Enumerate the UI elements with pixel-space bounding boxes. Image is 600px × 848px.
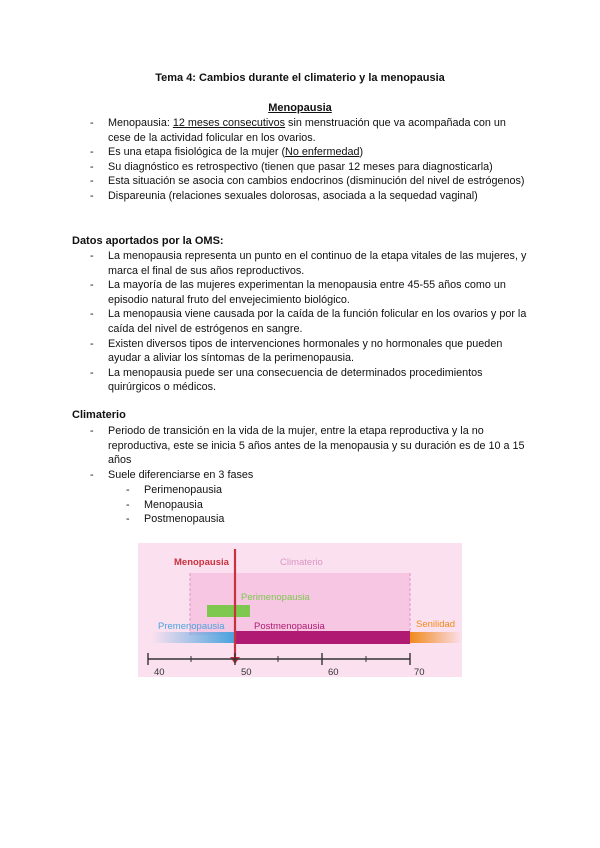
- list-item: - Es una etapa fisiológica de la mujer (No enfermedad): [90, 145, 530, 160]
- premenopausia-bar: [152, 632, 234, 643]
- list-item: - La mayoría de las mujeres experimentan la menopausia entre 45-55 años como un episodio natural fruto del envejecimiento biológico.: [90, 278, 530, 307]
- section-heading-climaterio: Climaterio: [72, 409, 126, 421]
- list-item: - Suele diferenciarse en 3 fases: [90, 468, 530, 483]
- senilidad-label: Senilidad: [416, 619, 456, 630]
- tick-label-50: 50: [241, 667, 252, 677]
- perimenopausia-bar: [207, 605, 250, 617]
- menopausia-label: Menopausia: [174, 557, 229, 568]
- postmenopausia-label: Postmenopausia: [254, 621, 325, 632]
- list-item: - La menopausia representa un punto en el continuo de la etapa vitales de las mujeres, y marca el final de sus años reproductivos.: [90, 249, 530, 278]
- list-item: - Menopausia: [126, 498, 224, 513]
- list-item: - Esta situación se asocia con cambios endocrinos (disminución del nivel de estrógenos): [90, 174, 530, 189]
- page-title: Tema 4: Cambios durante el climaterio y la menopausia: [155, 72, 445, 84]
- fases-list: [126, 483, 224, 527]
- climaterio-list: [90, 424, 530, 482]
- premenopausia-label: Premenopausia: [158, 621, 225, 632]
- list-item: - Periodo de transición en la vida de la mujer, entre la etapa reproductiva y la no reproductiva, este se inicia 5 años antes de la menopausia y su duración es de 10 a 15 años: [90, 424, 530, 468]
- list-item: - Menopausia: 12 meses consecutivos sin menstruación que va acompañada con un cese de la actividad folicular en los ovarios.: [90, 116, 530, 145]
- list-item: - La menopausia viene causada por la caída de la función folicular en los ovarios y por la caída del nivel de estrógenos en sangre.: [90, 307, 530, 336]
- list-item: - Existen diversos tipos de intervenciones hormonales y no hormonales que pueden ayudar a aliviar los síntomas de la perimenopausia.: [90, 337, 530, 366]
- list-item: - Perimenopausia: [126, 483, 224, 498]
- tick-label-60: 60: [328, 667, 339, 677]
- menopausia-list: [90, 116, 530, 204]
- tick-label-40: 40: [154, 667, 165, 677]
- section-heading-oms: Datos aportados por la OMS:: [72, 235, 224, 247]
- section-heading-menopausia: Menopausia: [268, 102, 332, 114]
- list-item: - La menopausia puede ser una consecuencia de determinados procedimientos quirúrgicos o médicos.: [90, 366, 530, 395]
- list-item: - Su diagnóstico es retrospectivo (tienen que pasar 12 meses para diagnosticarla): [90, 160, 530, 175]
- senilidad-bar: [410, 632, 462, 643]
- tick-label-70: 70: [414, 667, 425, 677]
- postmenopausia-bar: [236, 631, 410, 644]
- climaterio-label: Climaterio: [280, 557, 323, 568]
- perimenopausia-label: Perimenopausia: [241, 592, 310, 603]
- list-item: - Postmenopausia: [126, 512, 224, 527]
- climaterio-timeline-diagram: [138, 543, 462, 677]
- oms-list: [90, 249, 530, 395]
- list-item: - Dispareunia (relaciones sexuales dolorosas, asociada a la sequedad vaginal): [90, 189, 530, 204]
